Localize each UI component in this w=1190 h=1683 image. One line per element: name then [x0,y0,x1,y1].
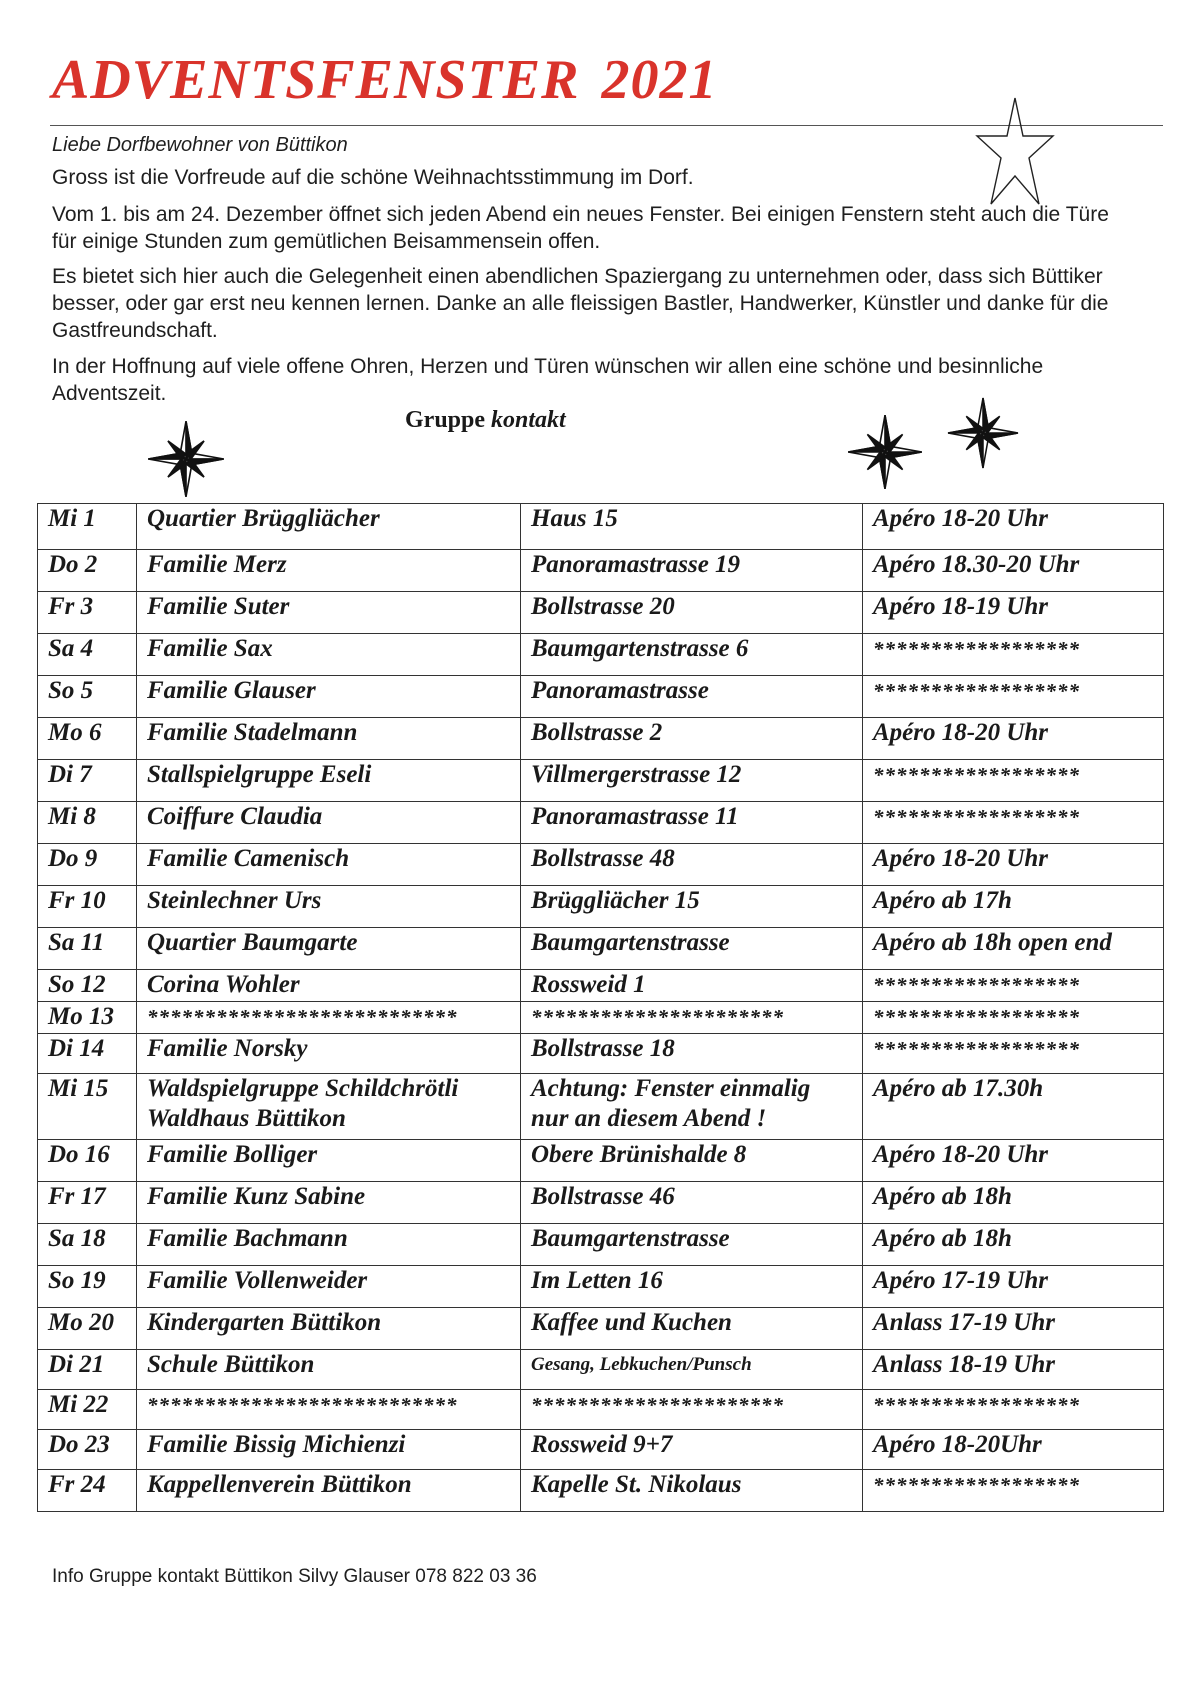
compass-star-icon [945,395,1021,471]
day-cell: Mi 8 [38,802,137,844]
table-row [38,760,1164,802]
info-cell: Apéro 18-20 Uhr [863,1140,1164,1182]
day-cell: Di 21 [38,1350,137,1390]
signature-name: kontakt [491,407,566,433]
host-cell: Familie Vollenweider [137,1266,521,1308]
day-cell: Fr 10 [38,886,137,928]
table-row [38,634,1164,676]
place-cell: Bollstrasse 48 [521,844,863,886]
table-row [38,1470,1164,1512]
day-cell: Sa 4 [38,634,137,676]
info-cell: Apéro 18-20 Uhr [863,844,1164,886]
table-row [38,592,1164,634]
host-cell: Quartier Baumgarte [137,928,521,970]
place-cell: Baumgartenstrasse 6 [521,634,863,676]
footer-contact: Info Gruppe kontakt Büttikon Silvy Glauser 078 822 03 36 [52,1566,537,1587]
place-cell: Im Letten 16 [521,1266,863,1308]
place-cell: Bollstrasse 2 [521,718,863,760]
compass-star-icon [145,418,227,500]
info-cell: Anlass 17-19 Uhr [863,1308,1164,1350]
info-cell: ****************** [863,1470,1164,1512]
host-cell: Familie Merz [137,550,521,592]
table-row [38,676,1164,718]
host-cell: Coiffure Claudia [137,802,521,844]
table-row [38,718,1164,760]
day-cell: Do 16 [38,1140,137,1182]
table-row [38,504,1164,550]
place-cell: Panoramastrasse 19 [521,550,863,592]
place-cell: Rossweid 9+7 [521,1430,863,1470]
info-cell: Apéro ab 17.30h [863,1074,1164,1140]
day-cell: Mo 13 [38,1002,137,1034]
host-cell: Familie Glauser [137,676,521,718]
info-cell: Apéro 18-20Uhr [863,1430,1164,1470]
day-cell: Fr 3 [38,592,137,634]
schedule-body [38,504,1164,1512]
host-cell: Familie Norsky [137,1034,521,1074]
info-cell: Apéro ab 18h [863,1224,1164,1266]
day-cell: So 5 [38,676,137,718]
info-cell: Apéro 18-20 Uhr [863,504,1164,550]
table-row [38,802,1164,844]
table-row [38,1002,1164,1034]
info-cell: Apéro 17-19 Uhr [863,1266,1164,1308]
compass-star-icon [845,412,925,492]
day-cell: Do 23 [38,1430,137,1470]
group-signature [405,407,566,434]
host-cell: Familie Camenisch [137,844,521,886]
day-cell: Mo 6 [38,718,137,760]
info-cell: ****************** [863,760,1164,802]
day-cell: Mo 20 [38,1308,137,1350]
host-cell: Familie Bolliger [137,1140,521,1182]
table-row [38,1182,1164,1224]
host-cell: Familie Kunz Sabine [137,1182,521,1224]
table-row [38,550,1164,592]
day-cell: Mi 1 [38,504,137,550]
host-cell: *************************** [137,1002,521,1034]
place-cell: Villmergerstrasse 12 [521,760,863,802]
table-row [38,1074,1164,1140]
host-cell: Familie Sax [137,634,521,676]
place-cell: Bollstrasse 20 [521,592,863,634]
day-cell: Di 14 [38,1034,137,1074]
info-cell: Apéro 18-19 Uhr [863,592,1164,634]
day-cell: Fr 17 [38,1182,137,1224]
table-row [38,1224,1164,1266]
info-cell: ****************** [863,634,1164,676]
place-cell: Kapelle St. Nikolaus [521,1470,863,1512]
page-title [52,49,718,111]
place-cell: ********************** [521,1002,863,1034]
table-row [38,970,1164,1002]
place-cell: Achtung: Fenster einmalig nur an diesem Abend ! [521,1074,863,1140]
table-row [38,886,1164,928]
day-cell: Do 9 [38,844,137,886]
info-cell: Anlass 18-19 Uhr [863,1350,1164,1390]
intro-greeting: Liebe Dorfbewohner von Büttikon [52,134,348,156]
info-cell: Apéro ab 18h open end [863,928,1164,970]
host-cell: Familie Bissig Michienzi [137,1430,521,1470]
title-year: 2021 [601,49,718,111]
info-cell: ****************** [863,676,1164,718]
info-cell: ****************** [863,802,1164,844]
table-row [38,1140,1164,1182]
table-row [38,1430,1164,1470]
host-cell: *************************** [137,1390,521,1430]
table-row [38,1390,1164,1430]
host-cell: Familie Suter [137,592,521,634]
host-cell: Waldspielgruppe Schildchrötli Waldhaus Büttikon [137,1074,521,1140]
place-cell: Bollstrasse 18 [521,1034,863,1074]
day-cell: So 12 [38,970,137,1002]
intro-paragraph-4: In der Hoffnung auf viele offene Ohren, Herzen und Türen wünschen wir allen eine schöne und besinnliche Adventszeit. [52,355,1044,405]
place-cell: Obere Brünishalde 8 [521,1140,863,1182]
place-cell: Baumgartenstrasse [521,1224,863,1266]
title-text: ADVENTSFENSTER [52,49,580,111]
info-cell: Apéro ab 17h [863,886,1164,928]
day-cell: Di 7 [38,760,137,802]
signature-prefix: Gruppe [405,407,486,433]
advent-schedule-table [37,503,1164,1512]
day-cell: So 19 [38,1266,137,1308]
place-cell: Bollstrasse 46 [521,1182,863,1224]
host-cell: Quartier Brüggliächer [137,504,521,550]
host-cell: Steinlechner Urs [137,886,521,928]
place-cell: Panoramastrasse 11 [521,802,863,844]
host-cell: Kindergarten Büttikon [137,1308,521,1350]
info-cell: Apéro ab 18h [863,1182,1164,1224]
host-cell: Familie Stadelmann [137,718,521,760]
host-cell: Corina Wohler [137,970,521,1002]
host-cell: Stallspielgruppe Eseli [137,760,521,802]
info-cell: Apéro 18-20 Uhr [863,718,1164,760]
table-row [38,928,1164,970]
intro-paragraph-3: Es bietet sich hier auch die Gelegenheit einen abendlichen Spaziergang zu unternehmen oder, dass sich Büttiker besser, oder gar erst neu kennen lernen. Danke an alle fleissigen Bastler, Handwerker, Künstler und danke für die Gastfreundschaft. [52,265,1109,342]
info-cell: ****************** [863,1002,1164,1034]
info-cell: ****************** [863,1034,1164,1074]
place-cell: Kaffee und Kuchen [521,1308,863,1350]
table-row [38,1034,1164,1074]
table-row [38,844,1164,886]
day-cell: Mi 22 [38,1390,137,1430]
place-cell: Brüggliächer 15 [521,886,863,928]
day-cell: Fr 24 [38,1470,137,1512]
place-cell: Haus 15 [521,504,863,550]
host-cell: Schule Büttikon [137,1350,521,1390]
info-cell: Apéro 18.30-20 Uhr [863,550,1164,592]
place-cell: Baumgartenstrasse [521,928,863,970]
day-cell: Sa 11 [38,928,137,970]
intro-paragraph-1: Gross ist die Vorfreude auf die schöne Weihnachtsstimmung im Dorf. [52,166,694,189]
table-row [38,1350,1164,1390]
host-cell: Familie Bachmann [137,1224,521,1266]
intro-paragraph-2: Vom 1. bis am 24. Dezember öffnet sich jeden Abend ein neues Fenster. Bei einigen Fenstern steht auch die Türe für einige Stunden zum gemütlichen Beisammensein offen. [52,203,1109,253]
place-cell: ********************** [521,1390,863,1430]
place-cell: Rossweid 1 [521,970,863,1002]
day-cell: Sa 18 [38,1224,137,1266]
host-cell: Kappellenverein Büttikon [137,1470,521,1512]
place-cell: Panoramastrasse [521,676,863,718]
info-cell: ****************** [863,970,1164,1002]
table-row [38,1308,1164,1350]
info-cell: ****************** [863,1390,1164,1430]
table-row [38,1266,1164,1308]
day-cell: Mi 15 [38,1074,137,1140]
place-cell: Gesang, Lebkuchen/Punsch [521,1350,863,1390]
day-cell: Do 2 [38,550,137,592]
